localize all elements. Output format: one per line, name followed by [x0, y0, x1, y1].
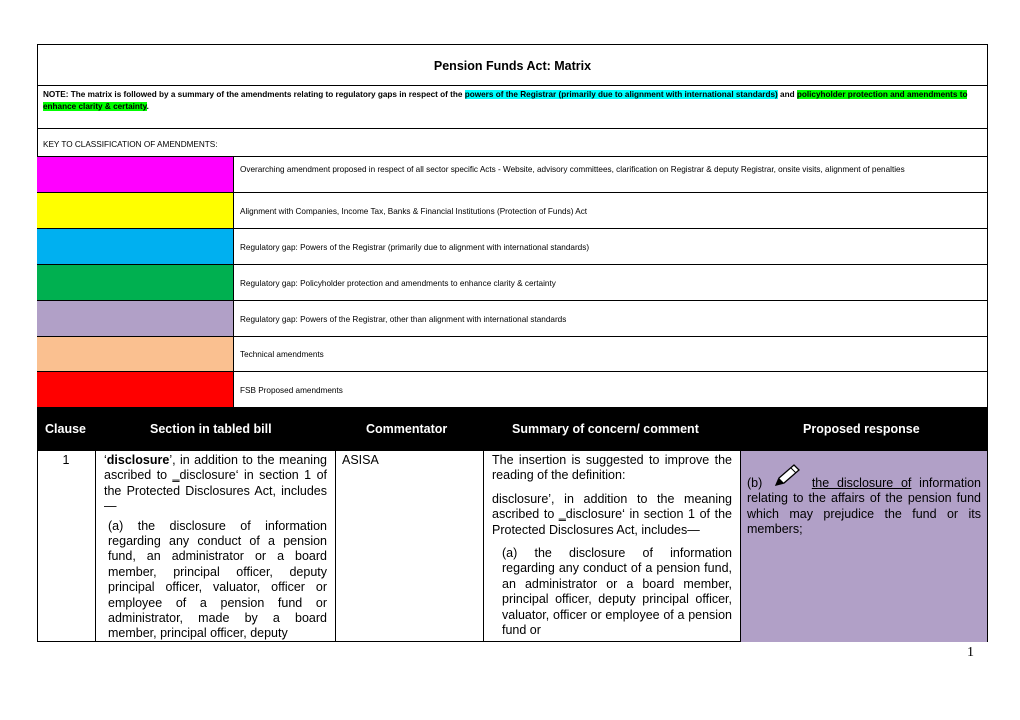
key-color-swatch	[37, 301, 234, 337]
response-underlined-text: the disclosure of	[811, 476, 912, 490]
cell-section	[96, 451, 336, 642]
key-color-swatch	[37, 337, 234, 372]
key-color-swatch	[37, 265, 234, 301]
note-highlight-registrar: powers of the Registrar (primarily due to alignment with international standards)	[464, 90, 778, 99]
cell-response	[741, 451, 988, 642]
header-response: Proposed response	[803, 422, 920, 436]
note-row	[37, 86, 988, 129]
response-label: (b)	[747, 476, 763, 490]
cell-clause: 1	[37, 451, 96, 642]
note-suffix: .	[146, 102, 149, 111]
key-description: Regulatory gap: Policyholder protection and amendments to enhance clarity & certainty	[240, 278, 556, 288]
key-description: Overarching amendment proposed in respect of all sector specific Acts - Website, advisory committees, clarification on Registrar & deputy Registrar, onsite visits, alignment of penalties	[240, 165, 905, 174]
table-header	[37, 408, 988, 451]
section-definition: ‘disclosure’, in addition to the meaning ascribed to ‗disclosure‘ in section 1 of the Protected Disclosures Act, includes—	[104, 453, 327, 514]
cell-commentator: ASISA	[336, 451, 484, 642]
key-description: Regulatory gap: Powers of the Registrar, other than alignment with international standards	[240, 314, 567, 324]
summary-intro: The insertion is suggested to improve the reading of the definition:	[492, 453, 732, 483]
summary-definition: disclosure’, in addition to the meaning ascribed to ‗disclosure‘ in section 1 of the Protected Disclosures Act, includes—	[492, 491, 732, 537]
key-description: Regulatory gap: Powers of the Registrar (primarily due to alignment with international standards)	[240, 242, 590, 252]
note-middle: and	[777, 90, 797, 99]
key-title: KEY TO CLASSIFICATION OF AMENDMENTS:	[37, 129, 988, 157]
page-number: 1	[967, 645, 974, 660]
response-text: information relating to the affairs of the pension fund which may prejudice the fund or its members;	[747, 476, 981, 537]
summary-paragraph-a: (a) the disclosure of information regarding any conduct of a pension fund, an administrator or a board member, principal officer, deputy principal officer, valuator, officer or employee of a pension fund or	[502, 546, 732, 638]
header-section: Section in tabled bill	[150, 422, 272, 436]
section-paragraph-a: (a) the disclosure of information regarding any conduct of a pension fund, an administrator or a board member, principal officer, deputy principal officer, valuator, officer or employee of a pension fund or administrator, made by a board member, principal officer, deputy	[108, 518, 327, 641]
key-description: FSB Proposed amendments	[240, 385, 343, 395]
note-prefix: NOTE: The matrix is followed by a summary of the amendments relating to regulatory gaps in respect of the	[43, 90, 465, 99]
pencil-icon	[772, 463, 802, 489]
key-color-swatch	[37, 229, 234, 265]
section-term: disclosure	[106, 453, 170, 467]
key-color-swatch	[37, 193, 234, 229]
key-color-swatch	[37, 372, 234, 408]
header-summary: Summary of concern/ comment	[512, 422, 699, 436]
header-commentator: Commentator	[366, 422, 448, 436]
key-description: Alignment with Companies, Income Tax, Banks & Financial Institutions (Protection of Funds) Act	[240, 206, 588, 216]
cell-summary	[484, 451, 741, 642]
key-description: Technical amendments	[240, 350, 324, 359]
page-title: Pension Funds Act: Matrix	[37, 44, 988, 86]
note-highlight-policyholder: policyholder protection and amendments to enhance clarity & certainty	[43, 90, 968, 111]
header-clause: Clause	[45, 422, 86, 436]
key-color-swatch	[37, 157, 234, 193]
